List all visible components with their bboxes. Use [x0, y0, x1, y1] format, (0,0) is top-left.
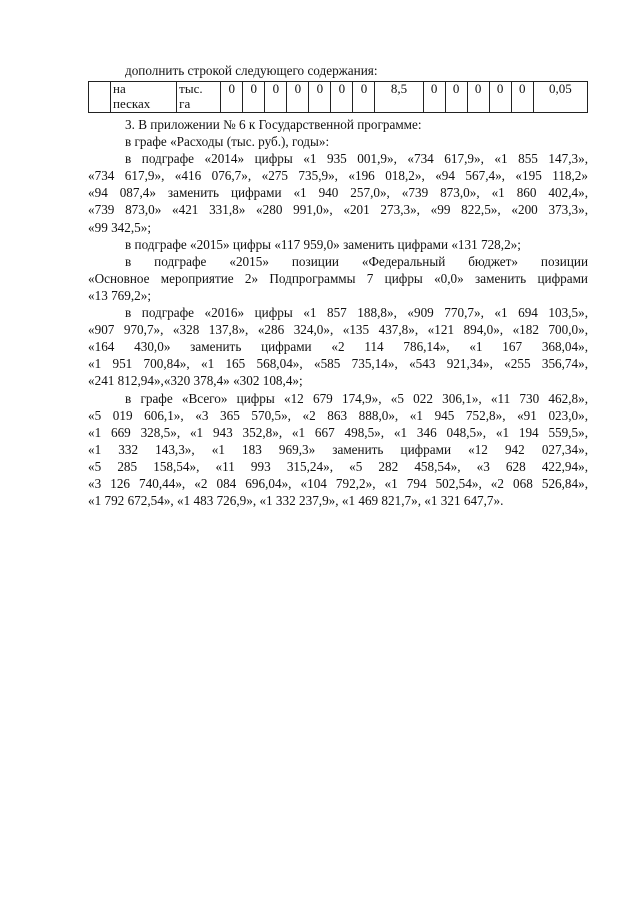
- table-cell-value: 0: [265, 82, 287, 113]
- table-cell-value: 0: [221, 82, 243, 113]
- text-line: «Основное мероприятие 2» Подпрограммы 7 цифры «0,0» заменить цифрами: [88, 270, 588, 286]
- paragraph-2015-federal: [88, 253, 588, 304]
- table-cell-value: 0: [243, 82, 265, 113]
- cell-line: на: [113, 81, 126, 96]
- text-line: «1 951 700,84», «1 165 568,04», «585 735,14», «543 921,34», «255 356,74»,: [88, 356, 588, 372]
- table-cell-value: 0: [467, 82, 489, 113]
- table-cell-unit: [177, 82, 221, 113]
- cell-line: га: [179, 95, 191, 111]
- paragraph-2014: [88, 150, 588, 235]
- text-line: в подграфе «2014» цифры «1 935 001,9», «734 617,9», «1 855 147,3»,: [125, 151, 588, 167]
- text-line: «241 812,94»,«320 378,4» «302 108,4»;: [88, 373, 303, 389]
- text-line: в подграфе «2016» цифры «1 857 188,8», «909 770,7», «1 694 103,5»,: [125, 305, 588, 321]
- table-cell-value: 0: [423, 82, 445, 113]
- paragraph-heading: [88, 116, 588, 133]
- table-cell-value: 8,5: [375, 82, 423, 113]
- body-text: [88, 116, 588, 509]
- table-cell: [89, 82, 111, 113]
- paragraph-2016: [88, 304, 588, 389]
- table-row: [89, 82, 588, 113]
- text-line: «907 970,7», «328 137,8», «286 324,0», «135 437,8», «121 894,0», «182 700,0»,: [88, 322, 588, 338]
- text-line: в подграфе «2015» цифры «117 959,0» заменить цифрами «131 728,2»;: [125, 236, 521, 252]
- text-line: «164 430,0» заменить цифрами «2 114 786,14», «1 167 368,04»,: [88, 339, 588, 355]
- text-line: 3. В приложении № 6 к Государственной программе:: [125, 117, 422, 132]
- text-line: «734 617,9», «416 076,7», «275 735,9», «196 018,2», «94 567,4», «195 118,2»: [88, 168, 588, 184]
- text-line: в графе «Расходы (тыс. руб.), годы»:: [125, 134, 330, 150]
- paragraph-total: [88, 390, 588, 510]
- table-cell-value: 0: [309, 82, 331, 113]
- text-line: «94 087,4» заменить цифрами «1 940 257,0», «739 873,0», «1 860 402,4»,: [88, 185, 588, 201]
- table-cell-value: 0: [287, 82, 309, 113]
- text-line: «3 126 740,44», «2 084 696,04», «104 792,2», «1 794 502,54», «2 068 526,84»,: [88, 475, 588, 491]
- cell-line: тыс.: [179, 81, 203, 96]
- cell-line: песках: [113, 95, 151, 111]
- text-line: «739 873,0» «421 331,8» «280 991,0», «201 273,3», «99 822,5», «200 373,3»,: [88, 202, 588, 218]
- text-line: «99 342,5»;: [88, 219, 152, 235]
- text-line: «1 669 328,5», «1 943 352,8», «1 667 498,5», «1 346 048,5», «1 194 559,5»,: [88, 424, 588, 440]
- text-line: «1 792 672,54», «1 483 726,9», «1 332 237,9», «1 469 821,7», «1 321 647,7».: [88, 493, 504, 509]
- text-line: «5 285 158,54», «11 993 315,24», «5 282 458,54», «3 628 422,94»,: [88, 458, 588, 474]
- text-line: в подграфе «2015» позиции «Федеральный бюджет» позиции: [125, 253, 588, 269]
- text-line: «5 019 606,1», «3 365 570,5», «2 863 888,0», «1 945 752,8», «91 023,0»,: [88, 407, 588, 423]
- data-table: [88, 81, 588, 113]
- paragraph-2015: [88, 236, 588, 253]
- table-cell-value: 0: [331, 82, 353, 113]
- text-line: «13 769,2»;: [88, 287, 152, 303]
- text-line: в графе «Всего» цифры «12 679 174,9», «5 022 306,1», «11 730 462,8»,: [125, 390, 588, 406]
- text-line: «1 332 143,3», «1 183 969,3» заменить цифрами «12 942 027,34»,: [88, 441, 588, 457]
- table-cell-value: 0: [353, 82, 375, 113]
- table-cell-value: 0: [511, 82, 533, 113]
- intro-text: дополнить строкой следующего содержания:: [125, 63, 378, 78]
- table-cell-value: 0,05: [533, 82, 587, 113]
- table-cell-value: 0: [445, 82, 467, 113]
- table-cell-name: [111, 82, 177, 113]
- table-cell-value: 0: [489, 82, 511, 113]
- paragraph-expenses: [88, 133, 588, 150]
